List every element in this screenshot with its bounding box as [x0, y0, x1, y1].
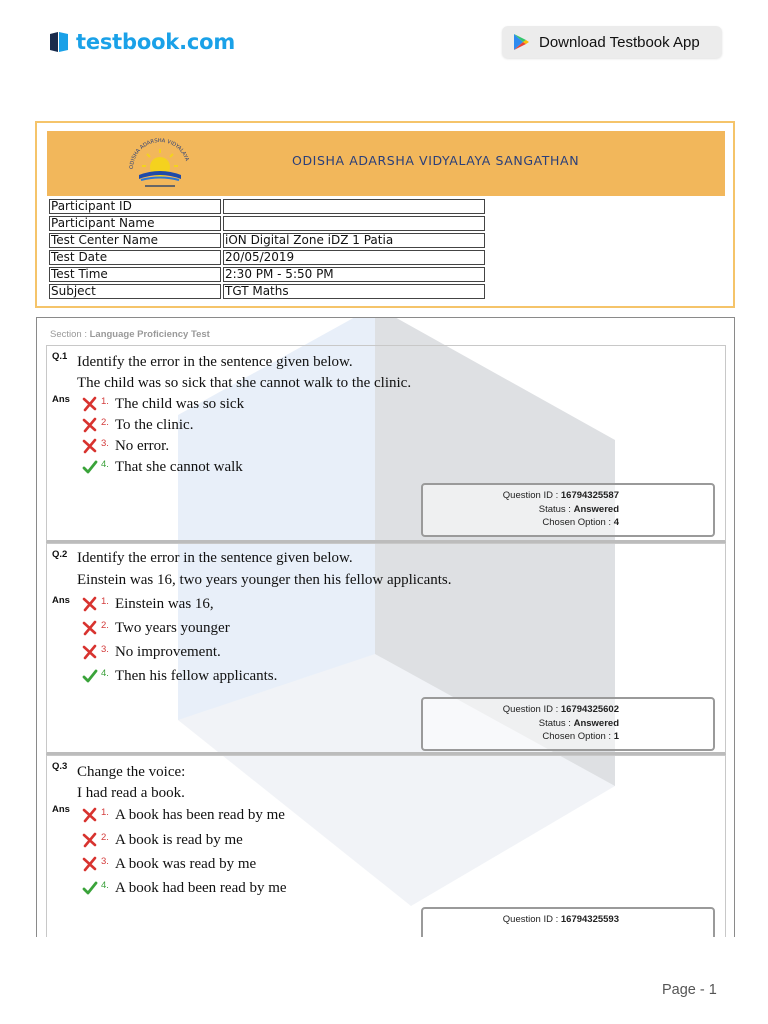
- option-text: To the clinic.: [114, 416, 194, 433]
- option-text: Two years younger: [114, 619, 230, 636]
- option-text: A book had been read by me: [114, 879, 287, 896]
- question-id-row: [423, 914, 619, 925]
- option-text: A book was read by me: [114, 855, 257, 872]
- info-row: [49, 216, 485, 231]
- book-icon: [48, 30, 70, 54]
- info-value: [223, 199, 485, 214]
- answer-status-row: [423, 718, 619, 729]
- org-title: ODISHA ADARSHA VIDYALAYA SANGATHAN: [292, 153, 580, 168]
- option-text: A book has been read by me: [114, 806, 285, 823]
- question-text: The child was so sick that she cannot walk to the clinic.: [77, 375, 412, 391]
- option-row: [82, 642, 221, 662]
- question-block: [46, 755, 726, 937]
- question-number: Q.1: [52, 351, 68, 362]
- question-text: I had read a book.: [77, 785, 185, 801]
- info-key: Test Center Name: [49, 233, 221, 248]
- option-row: [82, 394, 244, 414]
- option-number: 1.: [101, 806, 109, 818]
- info-row: [49, 267, 485, 282]
- candidate-info-table: [47, 197, 487, 301]
- option-number: 3.: [101, 855, 109, 867]
- wrong-cross-icon: [82, 644, 98, 660]
- org-banner: [47, 131, 725, 196]
- question-id-value: 16794325602: [560, 704, 619, 715]
- option-number: 2.: [101, 831, 109, 843]
- chosen-option-label: Chosen Option :: [542, 517, 612, 528]
- option-number: 4.: [101, 667, 109, 679]
- correct-check-icon: [82, 668, 98, 684]
- info-row: [49, 233, 485, 248]
- answer-status-label: Status :: [538, 503, 571, 515]
- answer-label: Ans: [52, 804, 70, 815]
- info-row: [49, 250, 485, 265]
- download-app-button[interactable]: [502, 26, 722, 58]
- wrong-cross-icon: [82, 438, 98, 454]
- chosen-option-row: [423, 517, 619, 528]
- question-number: Q.3: [52, 761, 68, 772]
- testbook-logo[interactable]: [48, 28, 235, 56]
- chosen-option-label: Chosen Option :: [542, 731, 612, 742]
- option-number: 1.: [101, 395, 109, 407]
- option-text: The child was so sick: [114, 395, 245, 412]
- info-key: Test Time: [49, 267, 221, 282]
- candidate-header: [35, 121, 735, 308]
- question-id-row: [423, 490, 619, 501]
- correct-check-icon: [82, 459, 98, 475]
- wrong-cross-icon: [82, 620, 98, 636]
- chosen-option-value: 4: [613, 517, 619, 528]
- page-number: Page - 1: [662, 982, 717, 998]
- option-row: [82, 436, 169, 456]
- question-text: Change the voice:: [77, 764, 186, 780]
- question-meta-box: [421, 483, 715, 537]
- option-number: 3.: [101, 437, 109, 449]
- option-text: Then his fellow applicants.: [114, 667, 278, 684]
- option-row: [82, 457, 243, 477]
- response-sheet: [36, 317, 735, 937]
- question-id-label: Question ID :: [502, 490, 559, 501]
- option-number: 1.: [101, 595, 109, 607]
- info-value: [223, 216, 485, 231]
- option-number: 4.: [101, 879, 109, 891]
- question-block: [46, 543, 726, 755]
- question-id-label: Question ID :: [502, 704, 559, 715]
- answer-label: Ans: [52, 394, 70, 405]
- info-row: [49, 284, 485, 299]
- question-text: Identify the error in the sentence given below.: [77, 550, 353, 566]
- option-row: [82, 415, 193, 435]
- option-row: [82, 666, 277, 686]
- answer-status-value: Answered: [573, 717, 619, 729]
- question-id-label: Question ID :: [502, 914, 559, 925]
- option-row: [82, 878, 287, 898]
- option-text: No error.: [114, 437, 170, 454]
- question-text: Identify the error in the sentence given below.: [77, 354, 353, 370]
- wrong-cross-icon: [82, 596, 98, 612]
- info-row: [49, 199, 485, 214]
- question-id-value: 16794325593: [560, 914, 619, 925]
- option-text: That she cannot walk: [114, 458, 243, 475]
- option-row: [82, 830, 243, 850]
- question-block: [46, 345, 726, 543]
- info-value: TGT Maths: [223, 284, 485, 299]
- google-play-icon: [512, 33, 530, 51]
- brand-name: testbook.com: [76, 30, 236, 54]
- option-number: 3.: [101, 643, 109, 655]
- wrong-cross-icon: [82, 856, 98, 872]
- question-meta-box: [421, 907, 715, 937]
- answer-status-value: Answered: [573, 503, 619, 515]
- answer-status-row: [423, 504, 619, 515]
- option-row: [82, 594, 214, 614]
- option-row: [82, 805, 285, 825]
- info-value: iON Digital Zone iDZ 1 Patia: [223, 233, 485, 248]
- section-name: Language Proficiency Test: [89, 329, 210, 340]
- chosen-option-value: 1: [613, 731, 619, 742]
- question-id-row: [423, 704, 619, 715]
- option-row: [82, 618, 230, 638]
- info-value: 2:30 PM - 5:50 PM: [223, 267, 485, 282]
- question-meta-box: [421, 697, 715, 751]
- org-logo-icon: [121, 133, 199, 193]
- answer-label: Ans: [52, 595, 70, 606]
- wrong-cross-icon: [82, 417, 98, 433]
- info-key: Participant ID: [49, 199, 221, 214]
- question-text: Einstein was 16, two years younger then his fellow applicants.: [77, 572, 452, 588]
- info-key: Participant Name: [49, 216, 221, 231]
- wrong-cross-icon: [82, 832, 98, 848]
- option-text: A book is read by me: [114, 831, 243, 848]
- option-text: Einstein was 16,: [114, 595, 214, 612]
- correct-check-icon: [82, 880, 98, 896]
- section-heading: [50, 329, 210, 340]
- wrong-cross-icon: [82, 807, 98, 823]
- option-number: 4.: [101, 458, 109, 470]
- question-id-value: 16794325587: [560, 490, 619, 501]
- chosen-option-row: [423, 731, 619, 742]
- question-number: Q.2: [52, 549, 68, 560]
- answer-status-label: Status :: [538, 717, 571, 729]
- option-number: 2.: [101, 416, 109, 428]
- option-number: 2.: [101, 619, 109, 631]
- wrong-cross-icon: [82, 396, 98, 412]
- option-text: No improvement.: [114, 643, 221, 660]
- download-app-label: Download Testbook App: [539, 33, 700, 51]
- info-key: Subject: [49, 284, 221, 299]
- logo-text: ODISHA ADARSHA VIDYALAYA: [128, 137, 190, 170]
- info-key: Test Date: [49, 250, 221, 265]
- info-value: 20/05/2019: [223, 250, 485, 265]
- option-row: [82, 854, 256, 874]
- section-prefix: Section :: [50, 329, 87, 340]
